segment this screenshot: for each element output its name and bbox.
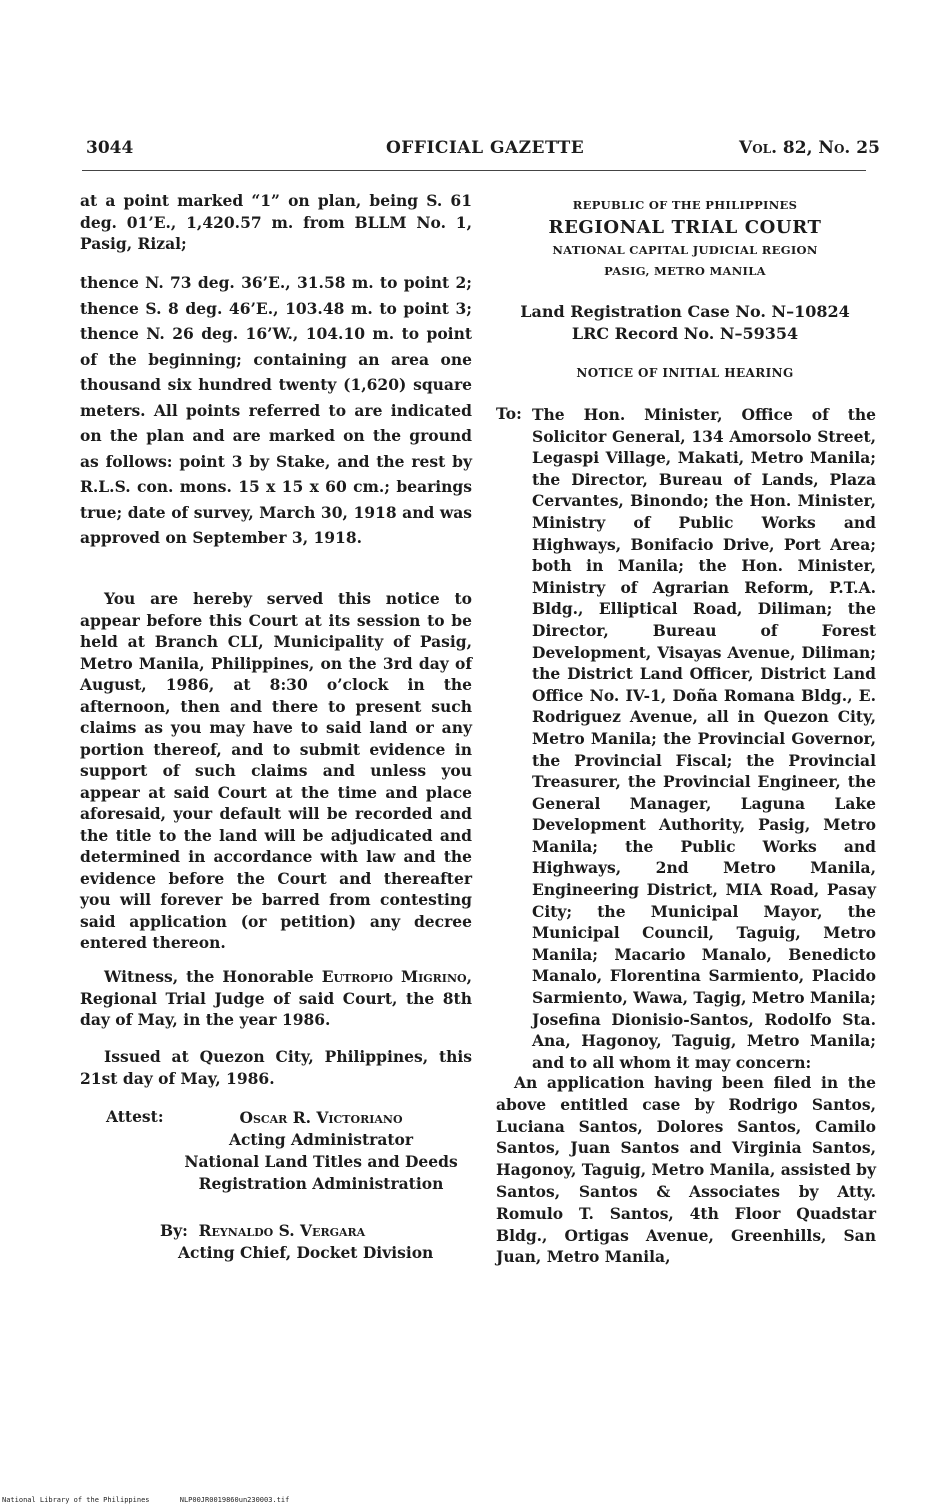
court-header bbox=[500, 195, 870, 282]
left-paragraph-1 bbox=[80, 190, 472, 255]
attest-name: Oscar R. Victoriano bbox=[239, 1108, 403, 1127]
volume-number: Vol. 82, No. 25 bbox=[739, 138, 880, 158]
attest-label: Attest: bbox=[106, 1107, 164, 1126]
by-name: Reynaldo S. Vergara bbox=[198, 1221, 366, 1240]
region-line: NATIONAL CAPITAL JUDICIAL REGION bbox=[552, 243, 818, 257]
to-label: To: bbox=[496, 404, 522, 423]
library-credit: National Library of the Philippines bbox=[2, 1496, 150, 1504]
scan-footer bbox=[2, 1496, 315, 1504]
location-line: PASIG, METRO MANILA bbox=[604, 264, 766, 278]
notice-title: NOTICE OF INITIAL HEARING bbox=[576, 366, 794, 380]
witness-text-a: Witness, the Honorable bbox=[104, 967, 322, 986]
scan-filename: NLP00JR0019860un230003.tif bbox=[179, 1496, 290, 1504]
addressee-list: The Hon. Minister, Office of the Solicitor General, 134 Amorsolo Street, Legaspi Village, Makati, Metro Manila; the Director, Bureau of Lands, Plaza Cervantes, Binondo; the Hon. Minister, Ministry of Public Works and Highways, Bonifacio Drive, Port Area; both in Manila; the Hon. Minister, Ministry of Agrarian Reform, P.T.A. Bldg., Elliptical Road, Diliman; the Director, Bureau of Forest Development, Visayas Avenue, Diliman; the District Land Officer, District Land Office No. IV-1, Doña Romana Bldg., E. Rodriguez Avenue, all in Quezon City, Metro Manila; the Provincial Governor, the Provincial Fiscal; the Provincial Treasurer, the Provincial Engineer, the General Manager, Laguna Lake Development Authority, Pasig, Metro Manila; the Public Works and Highways, 2nd Metro Manila, Engineering District, MIA Road, Pasay City; the Municipal Mayor, the Municipal Council, Taguig, Metro Manila; Macario Manalo, Benedicto Manalo, Florentina Sarmiento, Placido Sarmiento, Wawa, Tagig, Metro Manila; Josefina Dionisio-Santos, Rodolfo Sta. Ana, Hagonoy, Taguig, Metro Manila; and to all whom it may concern: bbox=[532, 405, 876, 1072]
page-number: 3044 bbox=[86, 138, 134, 158]
attest-title-1: Acting Administrator bbox=[228, 1130, 414, 1149]
republic-line: REPUBLIC OF THE PHILIPPINES bbox=[572, 198, 798, 212]
attest-title-3: Registration Administration bbox=[198, 1174, 444, 1193]
by-title: Acting Chief, Docket Division bbox=[178, 1243, 434, 1262]
left-paragraph-2 bbox=[80, 270, 472, 551]
case-numbers bbox=[500, 301, 870, 345]
issued-paragraph bbox=[80, 1046, 472, 1089]
case-number: Land Registration Case No. N–10824 bbox=[520, 302, 850, 321]
court-name: REGIONAL TRIAL COURT bbox=[548, 217, 822, 238]
lrc-record-number: LRC Record No. N–59354 bbox=[571, 324, 799, 343]
judge-name: Eutropio Migrino bbox=[321, 967, 467, 986]
application-paragraph: An application having been filed in the above entitled case by Rodrigo Santos, Luciana Santos, Dolores Santos, Camilo Santos, Juan Santos and Virginia Santos, Hagonoy, Taguig, Metro Manila, assisted by Santos, Santos & Associates by Atty. Romulo T. Santos, 4th Floor Quadstar Bldg., Ortigas Avenue, Greenhills, San Juan, Metro Manila, bbox=[496, 1073, 876, 1267]
witness-paragraph bbox=[80, 966, 472, 1031]
attest-title-2: National Land Titles and Deeds bbox=[184, 1152, 458, 1171]
header-rule bbox=[82, 170, 866, 171]
boundary-start-text: at a point marked “1” on plan, being S. 61 deg. 01’E., 1,420.57 m. from BLLM No. 1, Pasig, Rizal; bbox=[80, 191, 472, 253]
boundary-description-text: thence N. 73 deg. 36’E., 31.58 m. to point 2; thence S. 8 deg. 46’E., 103.48 m. to point 3; thence N. 26 deg. 16’W., 104.10 m. to point of the beginning; containing an area one thousand six hundred twenty (1,620) square meters. All points referred to are indicated on the plan and are marked on the ground as follows: point 3 by Stake, and the rest by R.L.S. con. mons. 15 x 15 x 60 cm.; bearings true; date of survey, March 30, 1918 and was approved on September 3, 1918. bbox=[80, 273, 472, 547]
left-paragraph-3 bbox=[80, 588, 472, 954]
publication-title: OFFICIAL GAZETTE bbox=[386, 138, 585, 158]
by-label: By: bbox=[160, 1221, 188, 1240]
witness-text-b: , Regional Trial Judge of said Court, the 8th day of May, in the year 1986. bbox=[80, 967, 472, 1029]
issued-text: Issued at Quezon City, Philippines, this 21st day of May, 1986. bbox=[80, 1047, 472, 1088]
by-signature-block bbox=[160, 1220, 433, 1264]
attest-signature-block bbox=[176, 1107, 466, 1195]
notice-served-text: You are hereby served this notice to appear before this Court at its session to be held at Branch CLI, Municipality of Pasig, Metro Manila, Philippines, on the 3rd day of August, 1986, at 8:30 o’clock in the afternoon, then and there to present such claims as you may have to said land or any portion thereof, and to submit evidence in support of such claims and unless you appear at said Court at the time and place aforesaid, your default will be recorded and the title to the land will be adjudicated and determined in accordance with law and the evidence before the Court and thereafter you will forever be barred from contesting said application (or petition) any decree entered thereon. bbox=[80, 589, 472, 952]
